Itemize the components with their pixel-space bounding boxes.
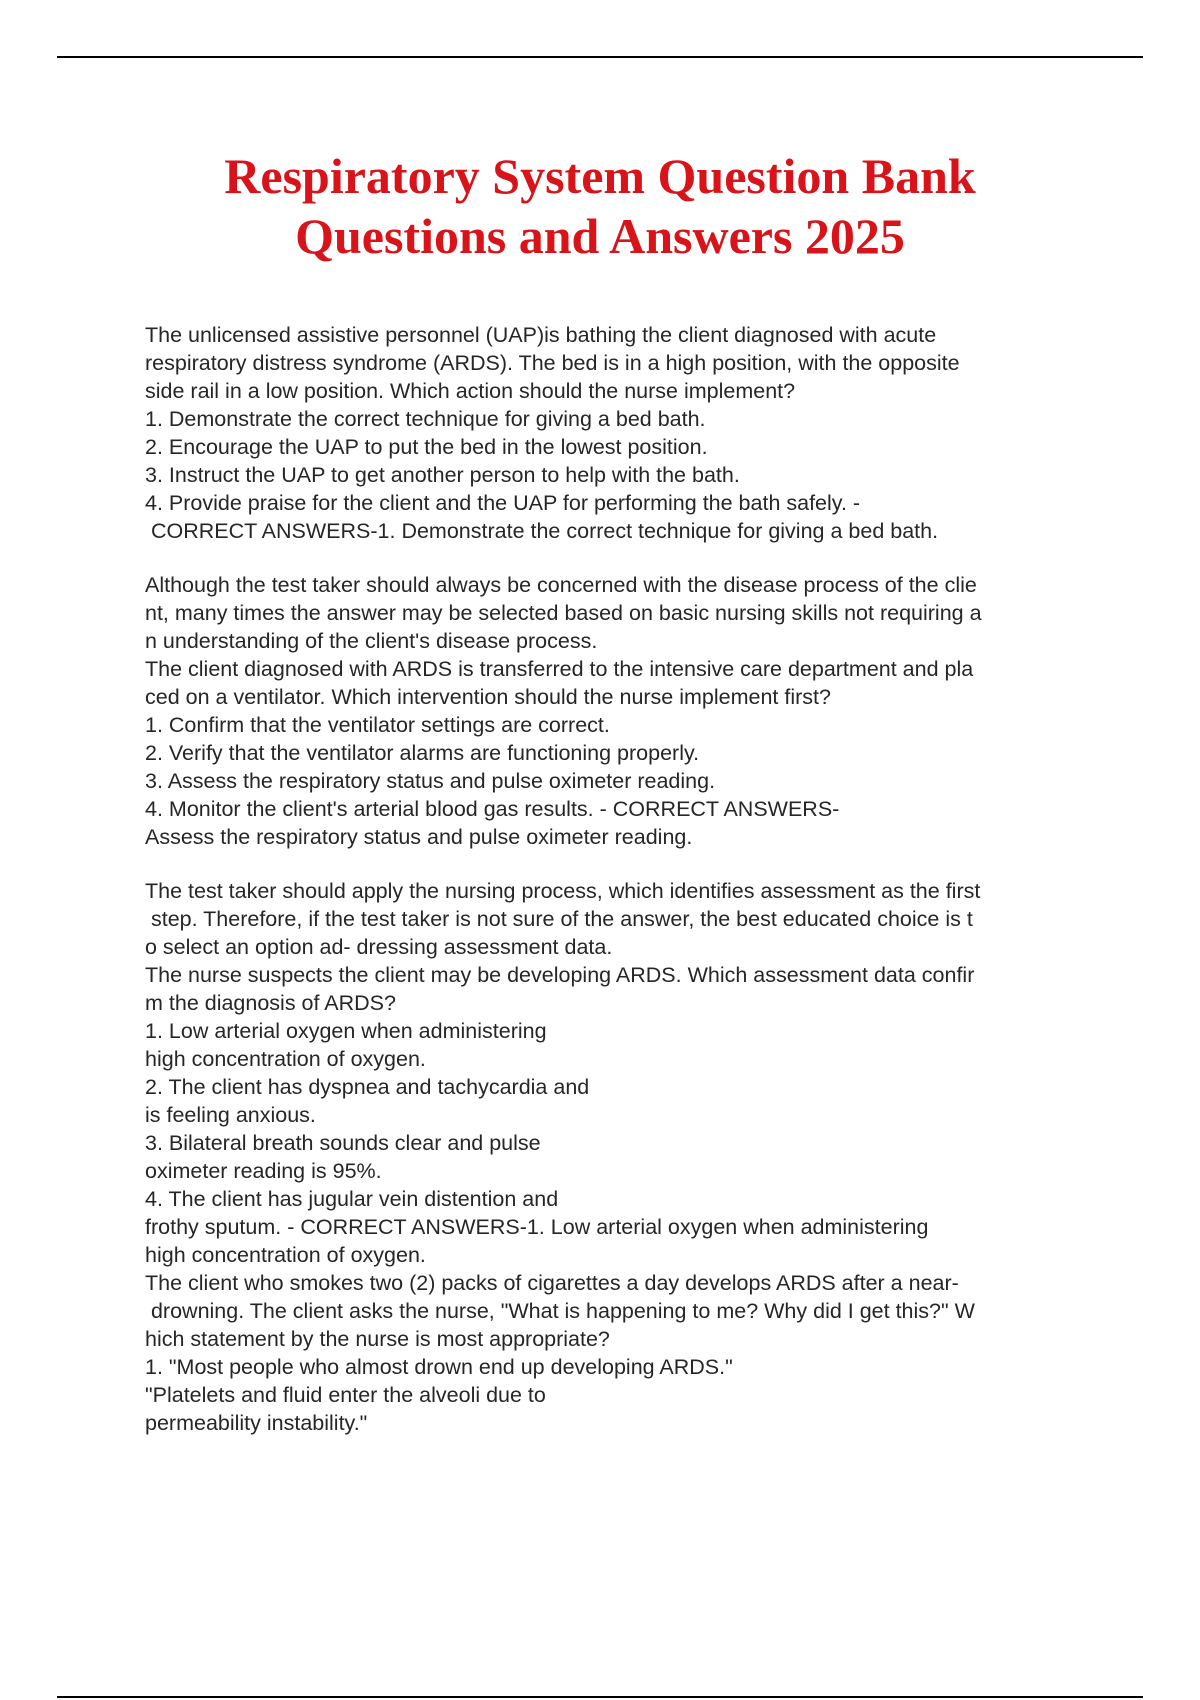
top-rule xyxy=(57,56,1143,58)
text-line: The test taker should apply the nursing process, which identifies assessment as the first xyxy=(145,879,981,903)
text-line: The client diagnosed with ARDS is transferred to the intensive care department and pla xyxy=(145,657,974,681)
text-line: 3. Assess the respiratory status and pulse oximeter reading. xyxy=(145,769,716,793)
text-line: nt, many times the answer may be selected based on basic nursing skills not requiring a xyxy=(145,601,982,625)
text-line: side rail in a low position. Which action should the nurse implement? xyxy=(145,379,796,403)
text-line: is feeling anxious. xyxy=(145,1103,316,1127)
text-line: 4. The client has jugular vein distention and xyxy=(145,1187,559,1211)
text-line: The client who smokes two (2) packs of cigarettes a day develops ARDS after a near- xyxy=(145,1271,959,1295)
text-line: 4. Monitor the client's arterial blood gas results. - CORRECT ANSWERS- xyxy=(145,797,840,821)
text-line: Assess the respiratory status and pulse oximeter reading. xyxy=(145,825,693,849)
text-line: 1. "Most people who almost drown end up developing ARDS." xyxy=(145,1355,733,1379)
text-line: "Platelets and fluid enter the alveoli due to xyxy=(145,1383,546,1407)
question-block-2 xyxy=(145,571,1105,851)
title-line-2: Questions and Answers 2025 xyxy=(295,208,905,264)
text-line: 2. Encourage the UAP to put the bed in the lowest position. xyxy=(145,435,708,459)
text-line: step. Therefore, if the test taker is not sure of the answer, the best educated choice is t xyxy=(145,907,973,931)
text-line: permeability instability." xyxy=(145,1411,368,1435)
text-line: ced on a ventilator. Which intervention should the nurse implement first? xyxy=(145,685,831,709)
text-line: 1. Confirm that the ventilator settings are correct. xyxy=(145,713,610,737)
question-block-1 xyxy=(145,321,1105,545)
text-line: high concentration of oxygen. xyxy=(145,1047,426,1071)
bottom-rule xyxy=(57,1696,1143,1698)
text-line: n understanding of the client's disease process. xyxy=(145,629,598,653)
text-line: Although the test taker should always be concerned with the disease process of the clie xyxy=(145,573,977,597)
text-line: oximeter reading is 95%. xyxy=(145,1159,382,1183)
text-line: The nurse suspects the client may be developing ARDS. Which assessment data confir xyxy=(145,963,975,987)
text-line: 3. Bilateral breath sounds clear and pulse xyxy=(145,1131,541,1155)
text-line: 2. The client has dyspnea and tachycardia and xyxy=(145,1075,590,1099)
text-line: 3. Instruct the UAP to get another person to help with the bath. xyxy=(145,463,740,487)
text-line: high concentration of oxygen. xyxy=(145,1243,426,1267)
text-line: o select an option ad- dressing assessment data. xyxy=(145,935,613,959)
question-block-3 xyxy=(145,877,1105,1437)
text-line: m the diagnosis of ARDS? xyxy=(145,991,396,1015)
text-line: 4. Provide praise for the client and the UAP for performing the bath safely. - xyxy=(145,491,861,515)
paragraph-gap xyxy=(145,851,1105,877)
document-title xyxy=(0,146,1200,266)
text-line: The unlicensed assistive personnel (UAP)is bathing the client diagnosed with acute xyxy=(145,323,937,347)
text-line: 1. Low arterial oxygen when administering xyxy=(145,1019,547,1043)
text-line: frothy sputum. - CORRECT ANSWERS-1. Low arterial oxygen when administering xyxy=(145,1215,929,1239)
text-line: hich statement by the nurse is most appropriate? xyxy=(145,1327,610,1351)
text-line: drowning. The client asks the nurse, "What is happening to me? Why did I get this?" W xyxy=(145,1299,975,1323)
document-body xyxy=(145,321,1105,1437)
text-line: respiratory distress syndrome (ARDS). The bed is in a high position, with the opposite xyxy=(145,351,960,375)
title-line-1: Respiratory System Question Bank xyxy=(224,148,976,204)
text-line: CORRECT ANSWERS-1. Demonstrate the correct technique for giving a bed bath. xyxy=(145,519,939,543)
text-line: 1. Demonstrate the correct technique for giving a bed bath. xyxy=(145,407,706,431)
text-line: 2. Verify that the ventilator alarms are functioning properly. xyxy=(145,741,700,765)
paragraph-gap xyxy=(145,545,1105,571)
